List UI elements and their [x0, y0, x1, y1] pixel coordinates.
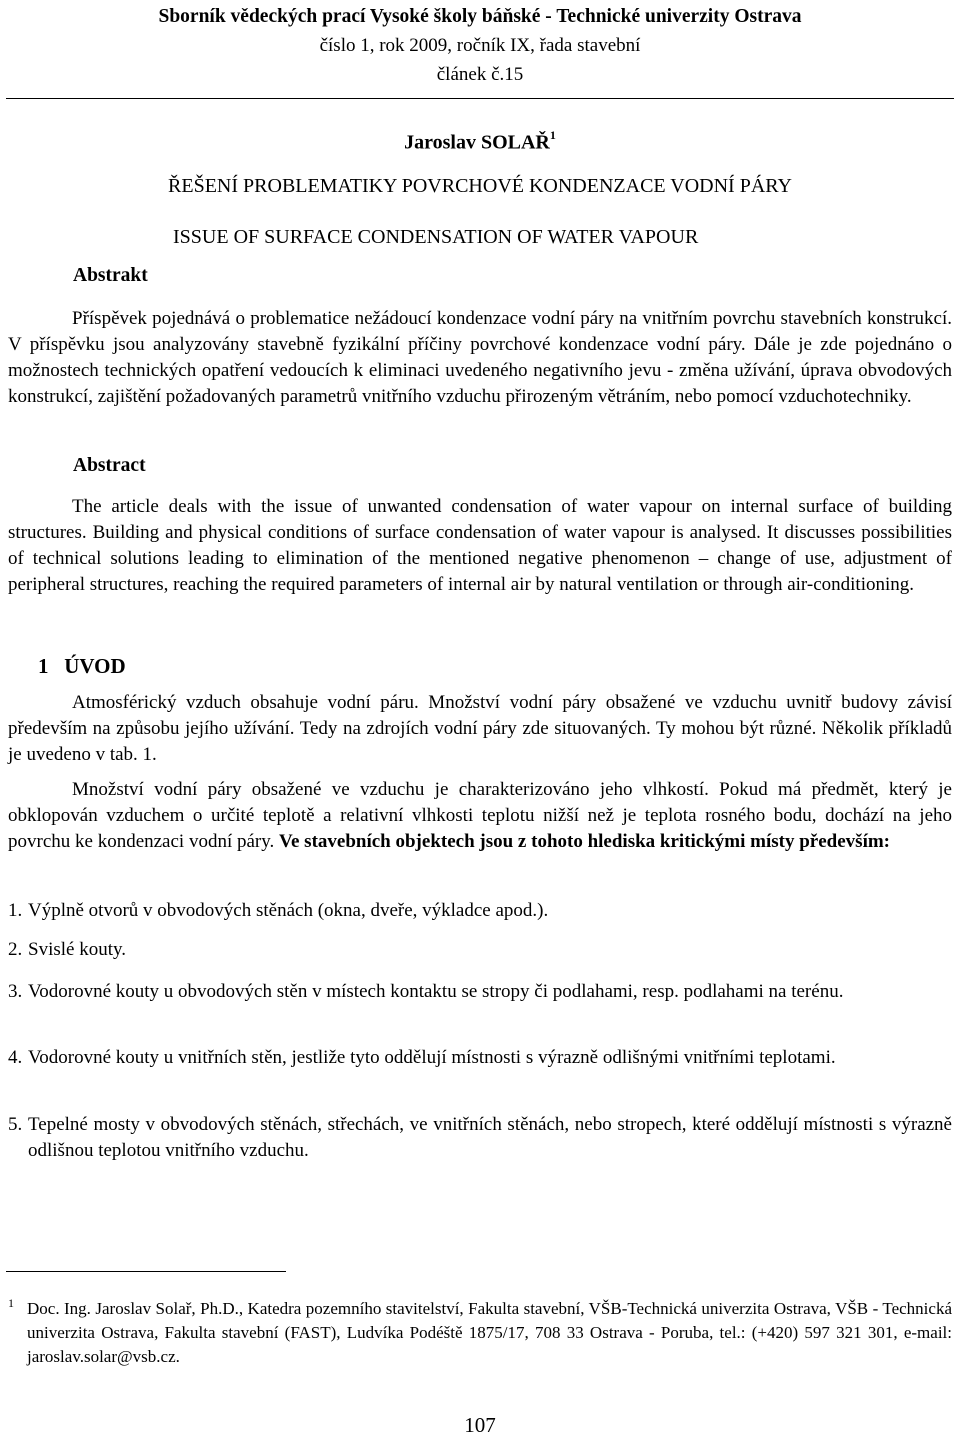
section-heading-uvod: 1 ÚVOD: [38, 654, 126, 678]
list-item: [8, 1112, 952, 1164]
footnote-text: Doc. Ing. Jaroslav Solař, Ph.D., Katedra pozemního stavitelství, Fakulta stavební, VŠB-Technická univerzita Ostrava, VŠB - Technická univerzita Ostrava, Fakulta stavební (FAST), Ludvíka Podéště 1875/17, 708 33 Ostrava - Poruba, tel.: (+420) 597 321 301, e-mail: jaroslav.solar@vsb.cz.: [27, 1299, 952, 1366]
list-number: 4.: [8, 1047, 23, 1068]
list-number: 5.: [8, 1114, 23, 1135]
paragraph-normal-text: Množství vodní páry obsažené ve vzduchu je charakterizováno jeho vlhkostí. Pokud má předmět, který je obklopován vzduchem o určité teplotě a relativní vlhkosti teplotu nižší než je teplota rosného bodu, dochází na jeho povrchu ke kondenzaci vodní páry.: [8, 779, 952, 852]
footnote: [8, 1297, 952, 1369]
list-text: Tepelné mosty v obvodových stěnách, střechách, ve vnitřních stěnách, nebo stropech, které oddělují místnosti s výrazně odlišnou teplotou vnitřního vzduchu.: [28, 1114, 952, 1161]
uvod-paragraph-1: [8, 690, 952, 768]
list-text: Vodorovné kouty u obvodových stěn v místech kontaktu se stropy či podlahami, resp. podlahami na terénu.: [28, 981, 844, 1002]
list-item: [8, 898, 952, 924]
title-english: ISSUE OF SURFACE CONDENSATION OF WATER VAPOUR: [173, 226, 699, 248]
list-item: [8, 937, 952, 963]
paragraph-bold-text: Ve stavebních objektech jsou z tohoto hlediska kritickými místy především:: [279, 831, 891, 852]
abstrakt-text: [8, 306, 952, 410]
footnote-rule: [6, 1271, 286, 1272]
paragraph-text: Atmosférický vzduch obsahuje vodní páru. Množství vodní páry obsažené ve vzduchu uvnitř budovy závisí především na způsobu jejího užívání. Tedy na zdrojích vodní páry zde situovaných. Ty mohou být různé. Několik příkladů je uvedeno v tab. 1.: [8, 692, 952, 765]
journal-header: [0, 2, 960, 89]
author-line: [0, 124, 960, 156]
abstrakt-paragraph: Příspěvek pojednává o problematice nežádoucí kondenzace vodní páry na vnitřním povrchu stavebních konstrukcí. V příspěvku jsou analyzovány stavebně fyzikální příčiny povrchové kondenzace vodní páry. Dále je zde pojednáno o možnostech technických opatření vedoucích k eliminaci uvedeného negativního jevu - změna užívání, úprava obvodových konstrukcí, zajištění požadovaných parametrů vnitřního vzduchu přirozeným větráním, nebo pomocí vzduchotechniky.: [8, 308, 952, 407]
abstract-text: [8, 494, 952, 598]
article-number: článek č.15: [436, 64, 524, 85]
issue-info: číslo 1, rok 2009, ročník IX, řada stavební: [319, 35, 641, 56]
footnote-mark: 1: [8, 1296, 14, 1310]
list-text: Svislé kouty.: [28, 939, 126, 960]
page-number: 107: [464, 1413, 496, 1437]
list-item: [8, 979, 952, 1005]
list-number: 2.: [8, 939, 23, 960]
abstract-heading: Abstract: [73, 455, 146, 476]
abstrakt-heading: Abstrakt: [73, 265, 148, 286]
abstract-paragraph: The article deals with the issue of unwanted condensation of water vapour on internal surface of building structures. Building and physical conditions of surface condensation of water vapour is analysed. It discusses possibilities of technical solutions leading to elimination of the mentioned negative phenomenon – change of use, adjustment of peripheral structures, reaching the required parameters of internal air by natural ventilation or through air-conditioning.: [8, 496, 952, 595]
title-czech: ŘEŠENÍ PROBLEMATIKY POVRCHOVÉ KONDENZACE VODNÍ PÁRY: [168, 175, 792, 197]
uvod-paragraph-2: [8, 777, 952, 855]
list-text: Výplně otvorů v obvodových stěnách (okna, dveře, výkladce apod.).: [28, 900, 549, 921]
paragraph-text: [8, 777, 952, 855]
author-name: Jaroslav SOLAŘ: [404, 131, 550, 154]
list-text: Vodorovné kouty u vnitřních stěn, jestliže tyto oddělují místnosti s výrazně odlišnými vnitřními teplotami.: [28, 1047, 836, 1068]
list-item: [8, 1045, 952, 1071]
list-number: 1.: [8, 900, 23, 921]
journal-title: Sborník vědeckých prací Vysoké školy báňské - Technické univerzity Ostrava: [158, 6, 802, 27]
header-rule: [6, 98, 954, 99]
list-number: 3.: [8, 981, 23, 1002]
author-footnote-mark: 1: [549, 128, 556, 142]
